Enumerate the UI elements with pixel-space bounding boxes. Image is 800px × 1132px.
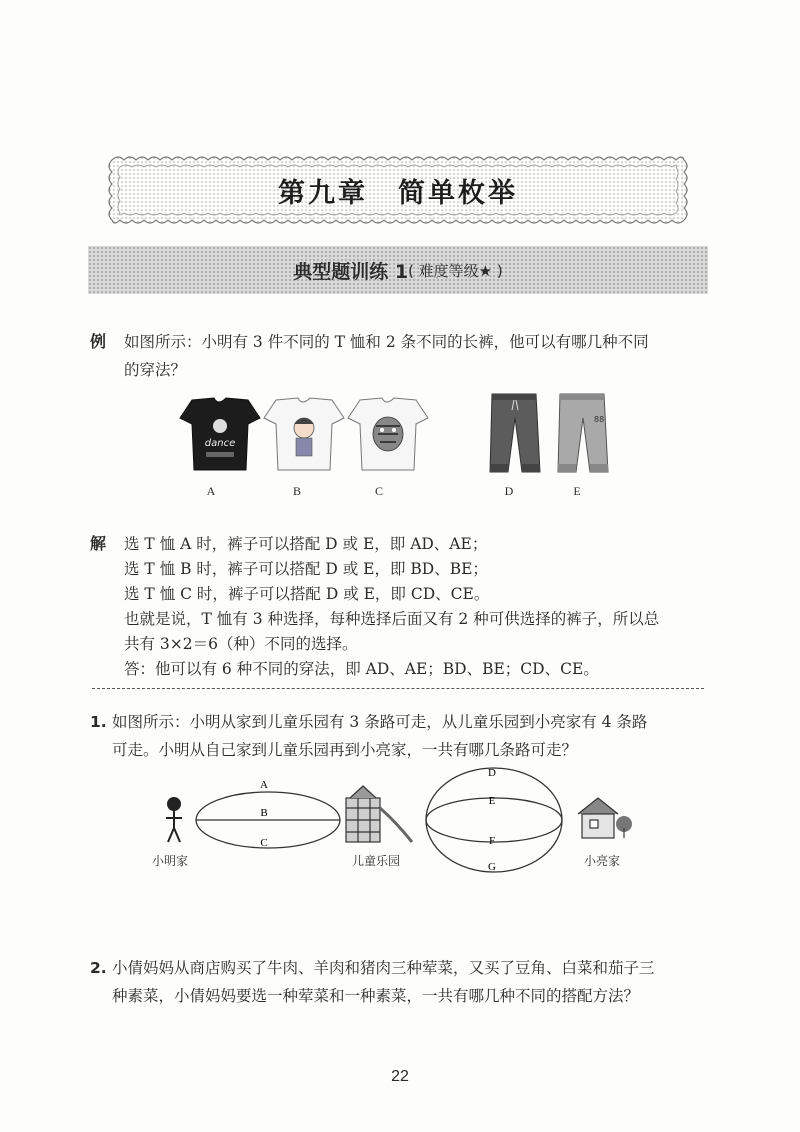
route-label-a: A: [260, 779, 268, 791]
caption-d: D: [504, 484, 514, 498]
clothing-figure: [170, 396, 605, 480]
question-1-line-1: 如图所示：小明从家到儿童乐园有 3 条路可走，从儿童乐园到小亮家有 4 条路: [112, 713, 648, 731]
chapter-title: 第九章 简单枚举: [278, 177, 518, 209]
question-1-number: 1.: [90, 713, 107, 731]
caption-b: B: [292, 484, 301, 498]
pants-e-image: [558, 394, 608, 472]
chapter-banner: [104, 152, 692, 228]
example-line-1: 如图所示：小明有 3 件不同的 T 恤和 2 条不同的长裤，他可以有哪几种不同: [124, 333, 649, 351]
question-2-number: 2.: [90, 959, 107, 977]
question-1-line-2: 可走。小明从自己家到儿童乐园再到小亮家，一共有哪几条路可走？: [112, 741, 578, 759]
shirt-print-text: dance: [204, 438, 236, 449]
label-xiaoliang-home: 小亮家: [583, 854, 620, 868]
section-title: 典型题训练 1: [293, 260, 409, 283]
pants-print-text: 88: [594, 415, 605, 424]
route-label-d: D: [488, 767, 496, 779]
example-line-2: 的穿法？: [124, 361, 187, 379]
solution-line-2: 选 T 恤 B 时，裤子可以搭配 D 或 E，即 BD、BE；: [124, 560, 488, 578]
pants-d-image: [490, 394, 540, 472]
person-icon: [166, 798, 182, 842]
solution-line-3: 选 T 恤 C 时，裤子可以搭配 D 或 E，即 CD、CE。: [124, 585, 490, 603]
tshirt-a-image: [180, 398, 260, 470]
solution-label: 解: [90, 534, 107, 553]
label-playground: 儿童乐园: [351, 854, 400, 868]
solution-line-4: 也就是说，T 恤有 3 种选择，每种选择后面又有 2 种可供选择的裤子，所以总: [124, 610, 660, 628]
question-2-line-2: 种素菜，小倩妈妈要选一种荤菜和一种素菜，一共有哪几种不同的搭配方法？: [112, 987, 640, 1005]
route-label-c: C: [260, 837, 268, 849]
route-label-e: E: [488, 795, 496, 807]
difficulty-level: ( 难度等级★ ): [408, 261, 503, 280]
tshirt-c-image: [348, 398, 428, 470]
dashed-divider: [92, 688, 704, 689]
playground-icon: [346, 786, 412, 842]
house-icon: [578, 798, 632, 838]
answer-line: 答：他可以有 6 种不同的穿法，即 AD、AE；BD、BE；CD、CE。: [124, 660, 599, 678]
caption-c: C: [374, 484, 383, 498]
solution-line-5: 共有 3×2＝6（种）不同的选择。: [124, 635, 358, 653]
caption-e: E: [573, 484, 581, 498]
route-label-f: F: [488, 835, 496, 847]
tshirt-b-image: [264, 398, 344, 470]
caption-a: A: [206, 484, 216, 498]
page-number: 22: [391, 1068, 409, 1085]
route-label-g: G: [488, 861, 496, 873]
solution-line-1: 选 T 恤 A 时，裤子可以搭配 D 或 E，即 AD、AE；: [124, 535, 488, 553]
route-label-b: B: [260, 807, 268, 819]
label-xiaoming-home: 小明家: [151, 854, 188, 868]
question-2-line-1: 小倩妈妈从商店购买了牛肉、羊肉和猪肉三种荤菜，又买了豆角、白菜和茄子三: [112, 959, 655, 977]
section-header: [88, 246, 708, 294]
example-label: 例: [90, 332, 107, 351]
